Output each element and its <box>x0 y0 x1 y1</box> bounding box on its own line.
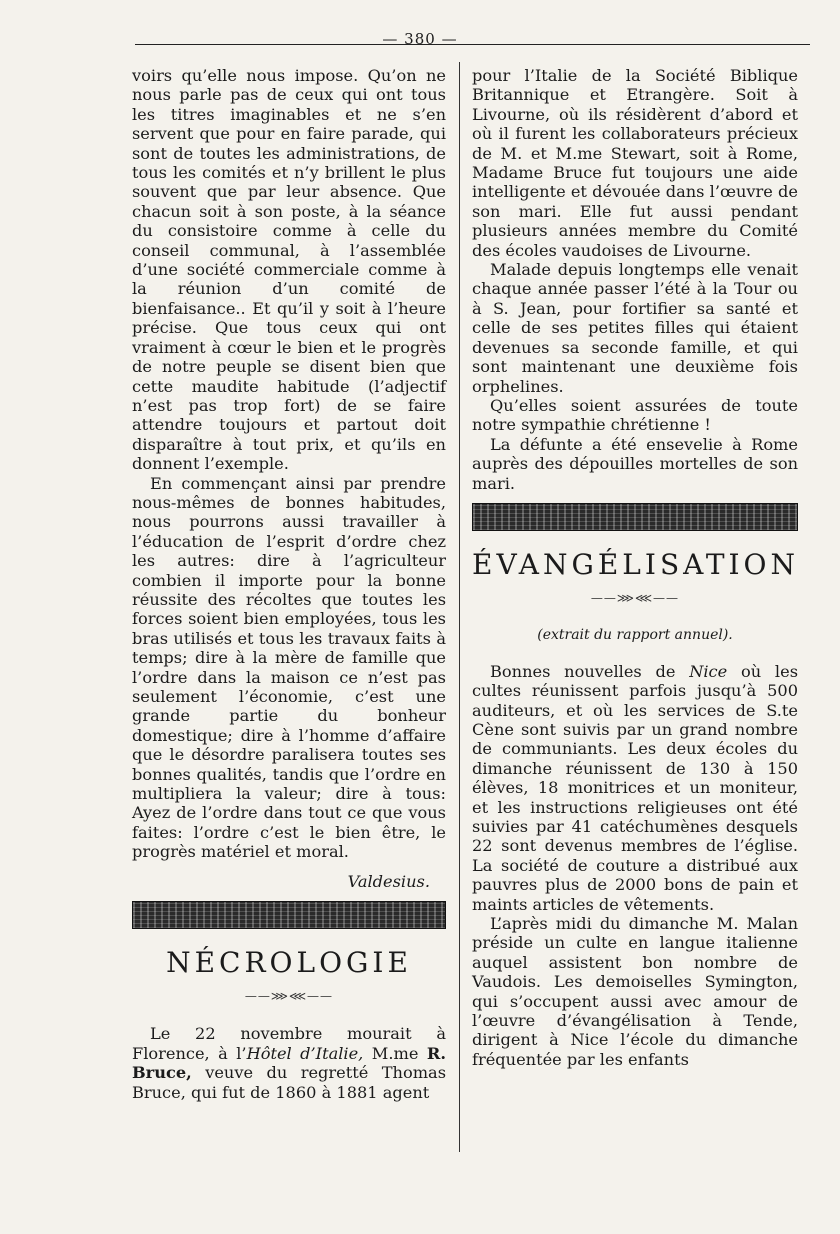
right-paragraph-3: Qu’elles soient assurées de toute notre sympathie chrétienne ! <box>472 395 798 435</box>
place-name: Nice <box>689 661 728 681</box>
top-rule <box>135 44 810 45</box>
evangelisation-paragraph-1 <box>472 662 798 914</box>
evangelisation-p1-rest: où les cultes réunissent parfois jusqu’à 500 auditeurs, et où les services de S.te Cène sont suivis par un grand nombre de communiants. Les deux écoles du dimanche réunissent de 130 à 150 élèves, 18 monitrices et un moniteur, et les instructions religieuses ont été suivies par 41 catéchumènes desquels 22 sont devenus membres de l’église. La société de couture a distribué aux pauvres plus de 2000 bons de pain et maints articles de vêtements. <box>472 661 799 914</box>
evangelisation-p1-start: Bonnes nouvelles de <box>490 661 690 681</box>
right-paragraph-4: La défunte a été ensevelie à Rome auprès des dépouilles mortelles de son mari. <box>472 434 798 493</box>
hotel-name: Hôtel d’Italie, <box>246 1043 364 1063</box>
necrologie-text-3: veuve du regretté Thomas Bruce, qui fut de 1860 à 1881 agent <box>132 1063 446 1102</box>
evangelisation-flourish: ——⋙⋘—— <box>590 590 680 605</box>
necrologie-text-1: Le 22 novembre mourait à Florence, à l’ <box>132 1024 446 1063</box>
signature: Valdesius. <box>347 871 430 891</box>
deceased-name: R. Bruce, <box>132 1043 446 1083</box>
ornament-bar <box>472 503 798 531</box>
ornament-bar <box>132 901 446 929</box>
necrologie-title: NÉCROLOGIE <box>166 946 412 980</box>
left-paragraph-1: voirs qu’elle nous impose. Qu’on ne nous parle pas de ceux qui ont tous les titres imaginables et ne s’en servent que pour en faire parade, qui sont de toutes les administrations, de tous les comités et n’y brillent le plus souvent que par leur absence. Que chacun soit à son poste, à la séance du consistoire comme à celle du conseil communal, à l’assemblée d’une société commerciale comme à la réunion d’un comité de bienfaisance.. Et qu’il y soit à l’heure précise. Que tous ceux qui ont vraiment à cœur le bien et le progrès de notre peuple se disent bien que cette maudite habitude (l’adjectif n’est pas trop fort) de se faire attendre toujours et partout doit disparaître à tout prix, et qu’ils en donnent l’exemple. <box>132 66 446 474</box>
evangelisation-paragraph-2: L’après midi du dimanche M. Malan préside un culte en langue italienne auquel assistent bon nombre de Vaudois. Les demoiselles Symington, qui s’occupent aussi avec amour de l’œuvre d’évangélisation à Tende, dirigent à Nice l’école du dimanche fréquentée par les enfants <box>472 914 798 1069</box>
column-divider <box>459 62 460 1152</box>
necrologie-paragraph <box>132 1024 446 1102</box>
left-column <box>132 66 446 1102</box>
evangelisation-title: ÉVANGÉLISATION <box>472 547 800 581</box>
left-paragraph-2: En commençant ainsi par prendre nous-mêmes de bonnes habitudes, nous pourrons aussi travailler à l’éducation de l’esprit d’ordre chez les autres: dire à l’agriculteur combien il importe pour la bonne réussite des récoltes que toutes les forces soient bien employées, tous les bras utilisés et tous les travaux faits à temps; dire à la mère de famille que l’ordre dans la maison ce n’est pas seulement l’économie, c’est une grande partie du bonheur domestique; dire à l’homme d’affaire que le désordre paralisera toutes ses bonnes qualités, tandis que l’ordre en multipliera la valeur; dire à tous: Ayez de l’ordre dans tout ce que vous faites: l’ordre c’est le bien être, le progrès matériel et moral. <box>132 473 446 862</box>
right-paragraph-1: pour l’Italie de la Société Biblique Britannique et Etrangère. Soit à Livourne, où ils résidèrent d’abord et où il furent les collaborateurs précieux de M. et M.me Stewart, soit à Rome, Madame Bruce fut toujours une aide intelligente et dévouée dans l’œuvre de son mari. Elle fut aussi pendant plusieurs années membre du Comité des écoles vaudoises de Livourne. <box>472 66 798 260</box>
necrologie-flourish: ——⋙⋘—— <box>244 989 334 1004</box>
page-number: — 380 — <box>382 30 458 48</box>
right-column <box>472 66 798 1069</box>
evangelisation-subtitle: (extrait du rapport annuel). <box>537 627 733 644</box>
necrologie-text-2: M.me <box>363 1043 427 1063</box>
right-paragraph-2: Malade depuis longtemps elle venait chaque année passer l’été à la Tour ou à S. Jean, pour fortifier sa santé et celle de ses petites filles qui étaient devenues sa seconde famille, et qui sont maintenant une deuxième fois orphelines. <box>472 260 798 396</box>
